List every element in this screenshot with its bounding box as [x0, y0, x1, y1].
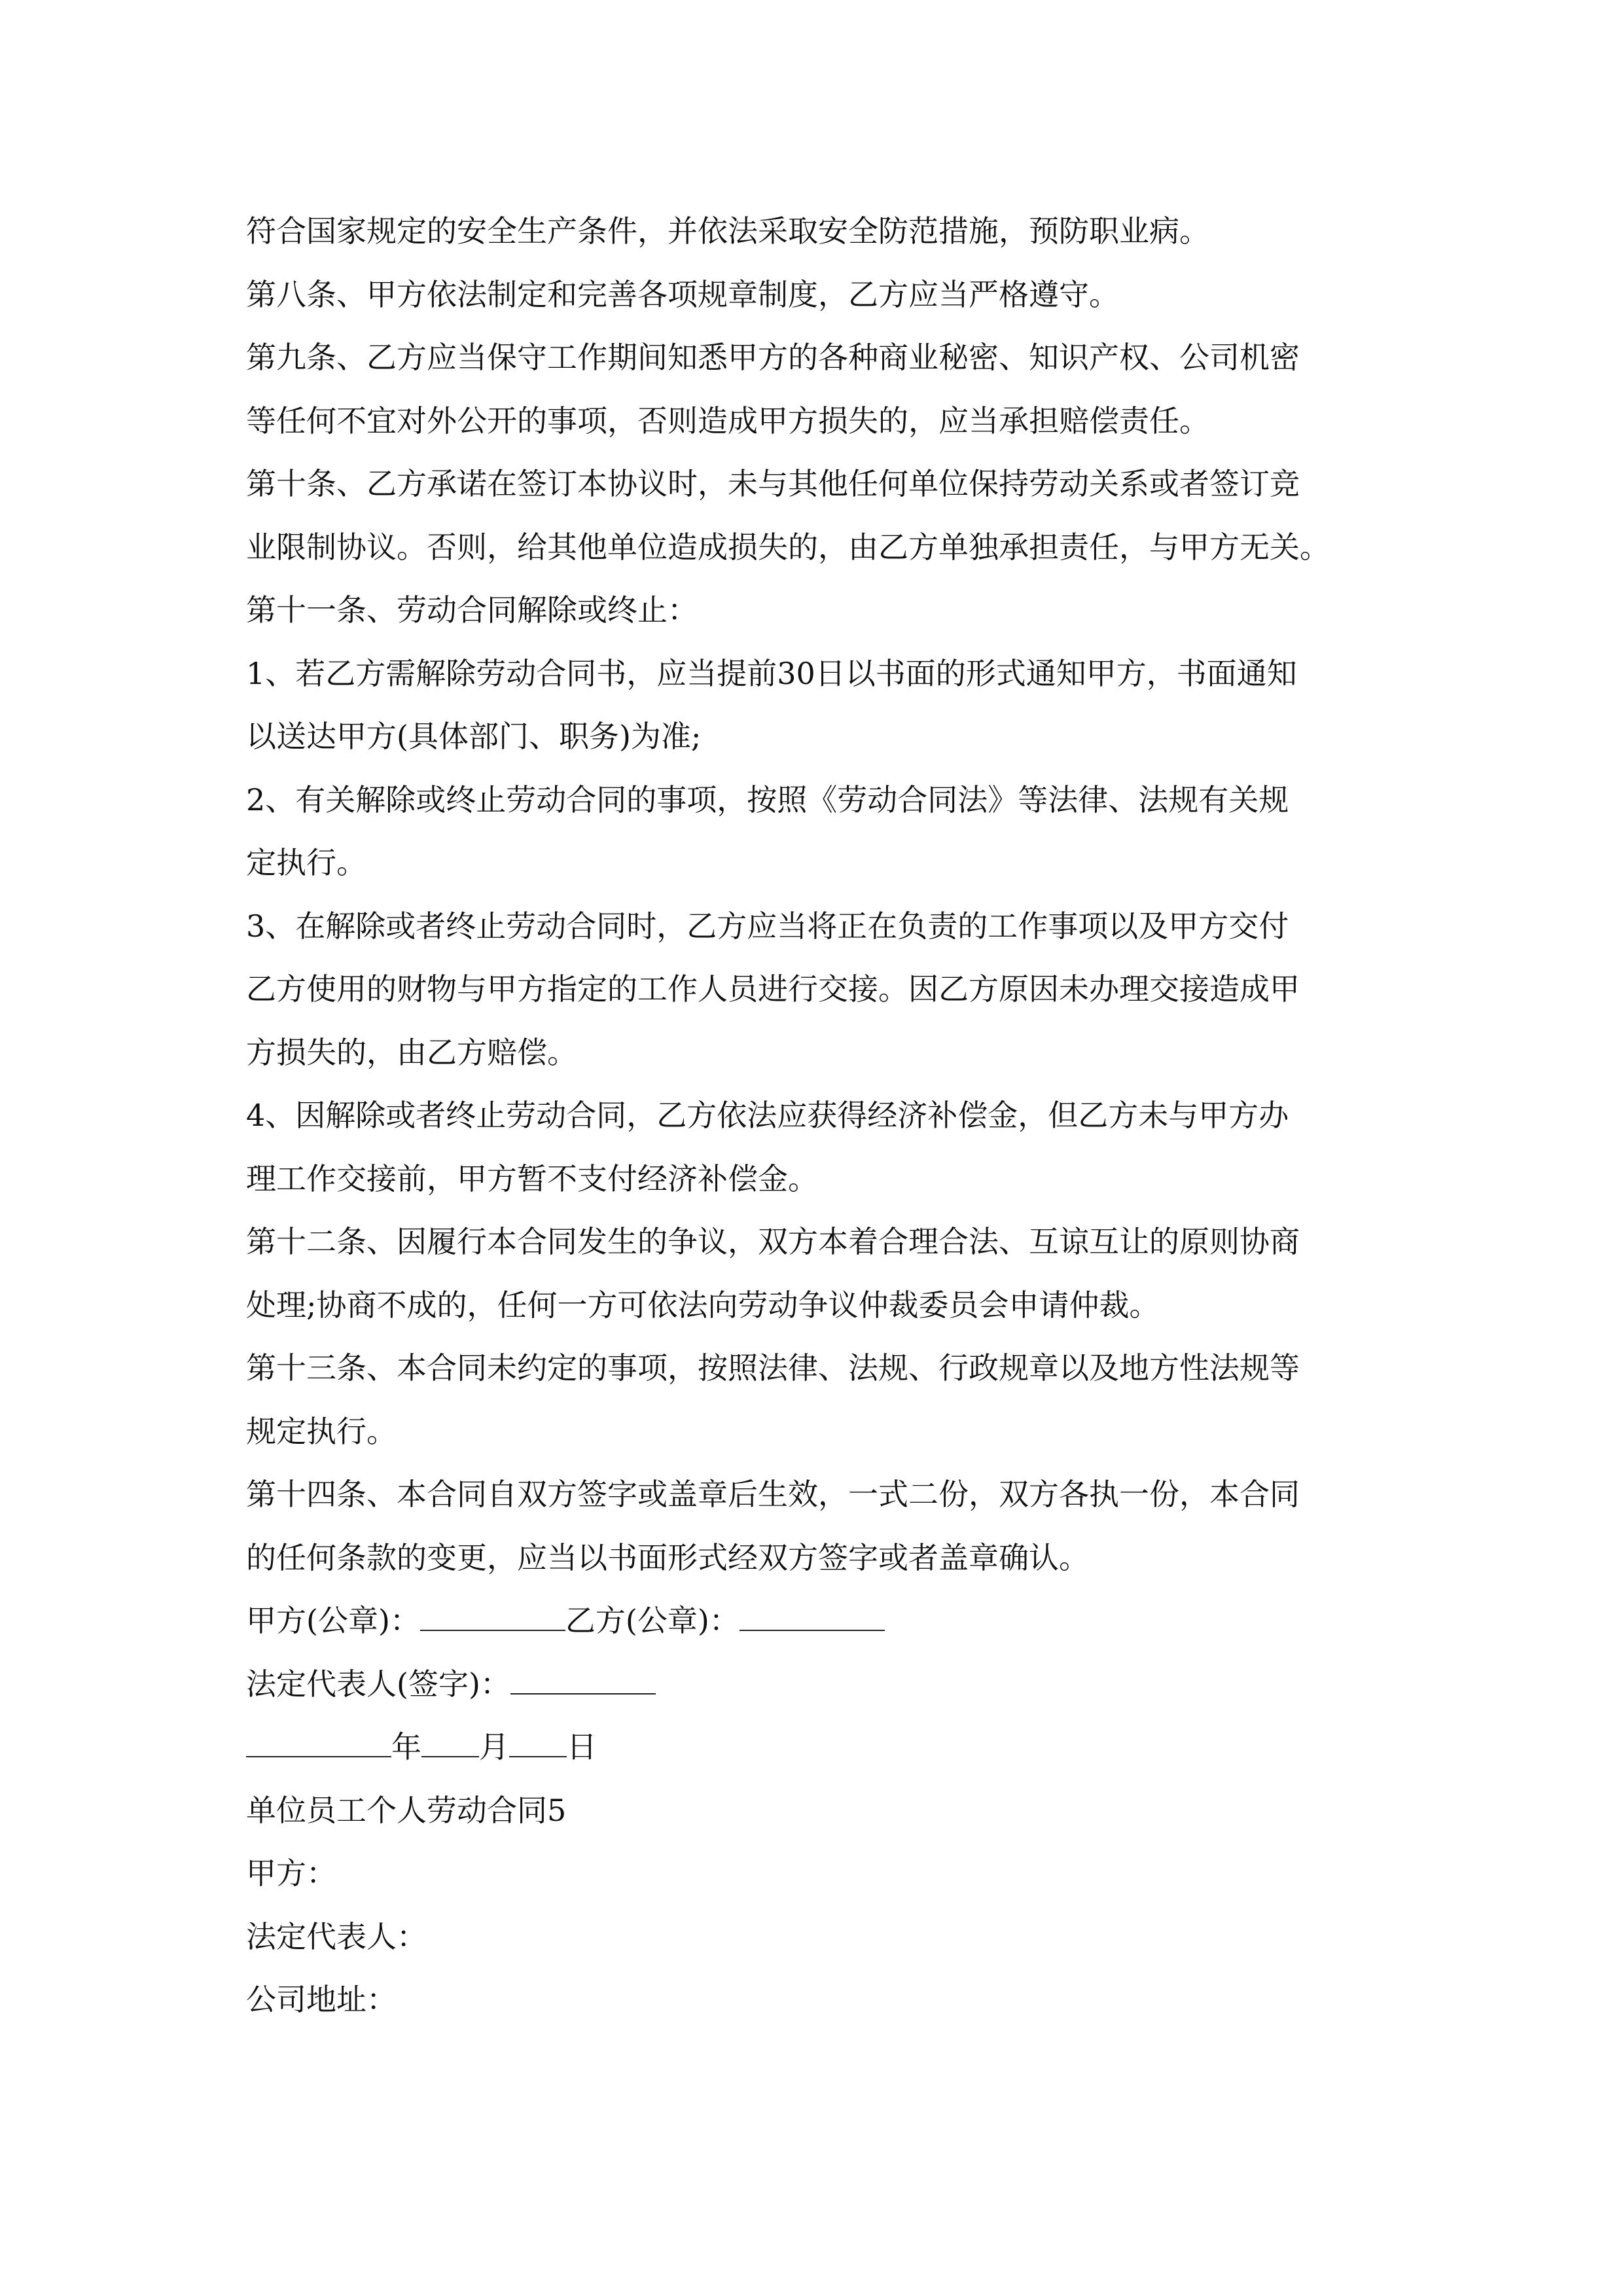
article-11: 第十一条、劳动合同解除或终止：	[246, 592, 698, 628]
body-line: 方损失的，由乙方赔偿。	[246, 1034, 577, 1070]
company-address-label: 公司地址：	[246, 1982, 397, 2017]
article-12: 第十二条、因履行本合同发生的争议，双方本着合理合法、互谅互让的原则协商	[246, 1224, 1300, 1259]
body-line: 的任何条款的变更，应当以书面形式经双方签字或者盖章确认。	[246, 1539, 1089, 1575]
article-13: 第十三条、本合同未约定的事项，按照法律、法规、行政规章以及地方性法规等	[246, 1350, 1300, 1386]
clause-11-2: 2、有关解除或终止劳动合同的事项，按照《劳动合同法》等法律、法规有关规	[246, 781, 1289, 817]
party-a-seal-label: 甲方(公章)：	[246, 1603, 420, 1638]
party-b-seal-label: 乙方(公章)：	[565, 1603, 740, 1638]
contract-title: 单位员工个人劳动合同5	[246, 1792, 567, 1828]
month-label: 月	[479, 1729, 509, 1765]
article-8: 第八条、甲方依法制定和完善各项规章制度，乙方应当严格遵守。	[246, 276, 1119, 312]
day-label: 日	[567, 1729, 597, 1765]
party-a-label: 甲方：	[246, 1856, 336, 1891]
date-line	[246, 1715, 1385, 1779]
body-line: 以送达甲方(具体部门、职务)为准;	[246, 719, 702, 754]
body-line: 等任何不宜对外公开的事项，否则造成甲方损失的，应当承担赔偿责任。	[246, 403, 1209, 439]
clause-11-4: 4、因解除或者终止劳动合同，乙方依法应获得经济补偿金，但乙方未与甲方办	[246, 1098, 1289, 1133]
body-line: 乙方使用的财物与甲方指定的工作人员进行交接。因乙方原因未办理交接造成甲	[246, 971, 1300, 1007]
legal-rep-sign-blank[interactable]	[510, 1653, 656, 1695]
month-blank[interactable]	[421, 1715, 479, 1757]
legal-rep-sign-line	[246, 1653, 1385, 1716]
body-line: 理工作交接前，甲方暂不支付经济补偿金。	[246, 1160, 818, 1196]
year-blank[interactable]	[246, 1715, 391, 1757]
clause-11-3: 3、在解除或者终止劳动合同时，乙方应当将正在负责的工作事项以及甲方交付	[246, 908, 1289, 944]
body-line: 业限制协议。否则，给其他单位造成损失的，由乙方单独承担责任，与甲方无关。	[246, 529, 1330, 565]
article-10: 第十条、乙方承诺在签订本协议时，未与其他任何单位保持劳动关系或者签订竞	[246, 466, 1300, 501]
body-line: 处理;协商不成的，任何一方可依法向劳动争议仲裁委员会申请仲裁。	[246, 1287, 1160, 1323]
article-9: 第九条、乙方应当保守工作期间知悉甲方的各种商业秘密、知识产权、公司机密	[246, 340, 1300, 375]
article-14: 第十四条、本合同自双方签字或盖章后生效，一式二份，双方各执一份，本合同	[246, 1477, 1300, 1512]
body-line: 定执行。	[246, 845, 366, 880]
legal-rep-label: 法定代表人：	[246, 1918, 427, 1954]
seal-line	[246, 1589, 1385, 1653]
body-line: 符合国家规定的安全生产条件，并依法采取安全防范措施，预防职业病。	[246, 213, 1209, 249]
party-a-seal-blank[interactable]	[420, 1589, 565, 1631]
day-blank[interactable]	[509, 1715, 567, 1757]
body-line: 规定执行。	[246, 1413, 397, 1449]
document-body	[246, 200, 1385, 2032]
year-label: 年	[391, 1729, 421, 1765]
legal-rep-sign-label: 法定代表人(签字)：	[246, 1666, 510, 1702]
party-b-seal-blank[interactable]	[740, 1589, 885, 1631]
clause-11-1: 1、若乙方需解除劳动合同书，应当提前30日以书面的形式通知甲方，书面通知	[246, 655, 1297, 691]
